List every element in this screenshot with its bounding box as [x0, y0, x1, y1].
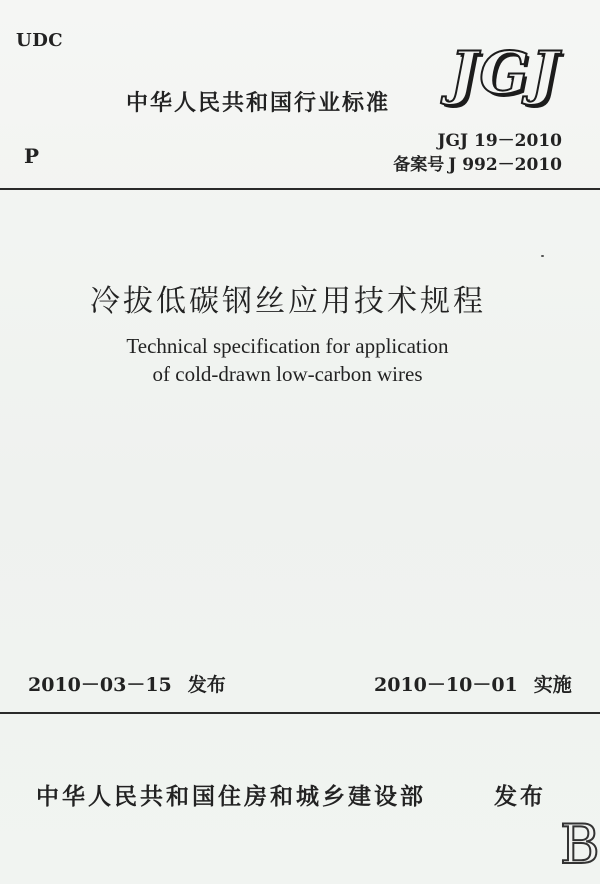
- title-chinese: 冷拔低碳钢丝应用技术规程: [90, 284, 486, 319]
- header-divider: [0, 188, 600, 190]
- title-english: [0, 332, 575, 388]
- issue-verb: 发布: [187, 674, 226, 696]
- industry-standard-heading: 中华人民共和国行业标准: [126, 91, 391, 116]
- corner-mark: B: [560, 813, 600, 876]
- classification-code: P: [24, 144, 40, 168]
- implementation-date: 2010－10－01: [374, 674, 518, 696]
- publish-verb: 发布: [494, 784, 546, 810]
- implementation-date-line: [374, 670, 572, 697]
- issue-date: 2010－03－15: [28, 674, 172, 696]
- publisher-name: 中华人民共和国住房和城乡建设部: [36, 784, 426, 810]
- standard-number: JGJ 19－2010: [437, 131, 562, 151]
- udc-label: UDC: [16, 30, 64, 51]
- record-number-line: [393, 150, 562, 175]
- implementation-verb: 实施: [533, 674, 572, 696]
- record-label: 备案号: [393, 155, 445, 175]
- title-english-line-2: of cold-drawn low-carbon wires: [152, 362, 423, 386]
- jgj-logo: JGJ: [450, 39, 561, 107]
- record-number: J 992－2010: [448, 155, 562, 175]
- issue-date-line: [28, 670, 226, 697]
- footer-divider: [0, 712, 600, 714]
- title-english-line-1: Technical specification for application: [126, 334, 449, 358]
- print-speck: [541, 255, 544, 257]
